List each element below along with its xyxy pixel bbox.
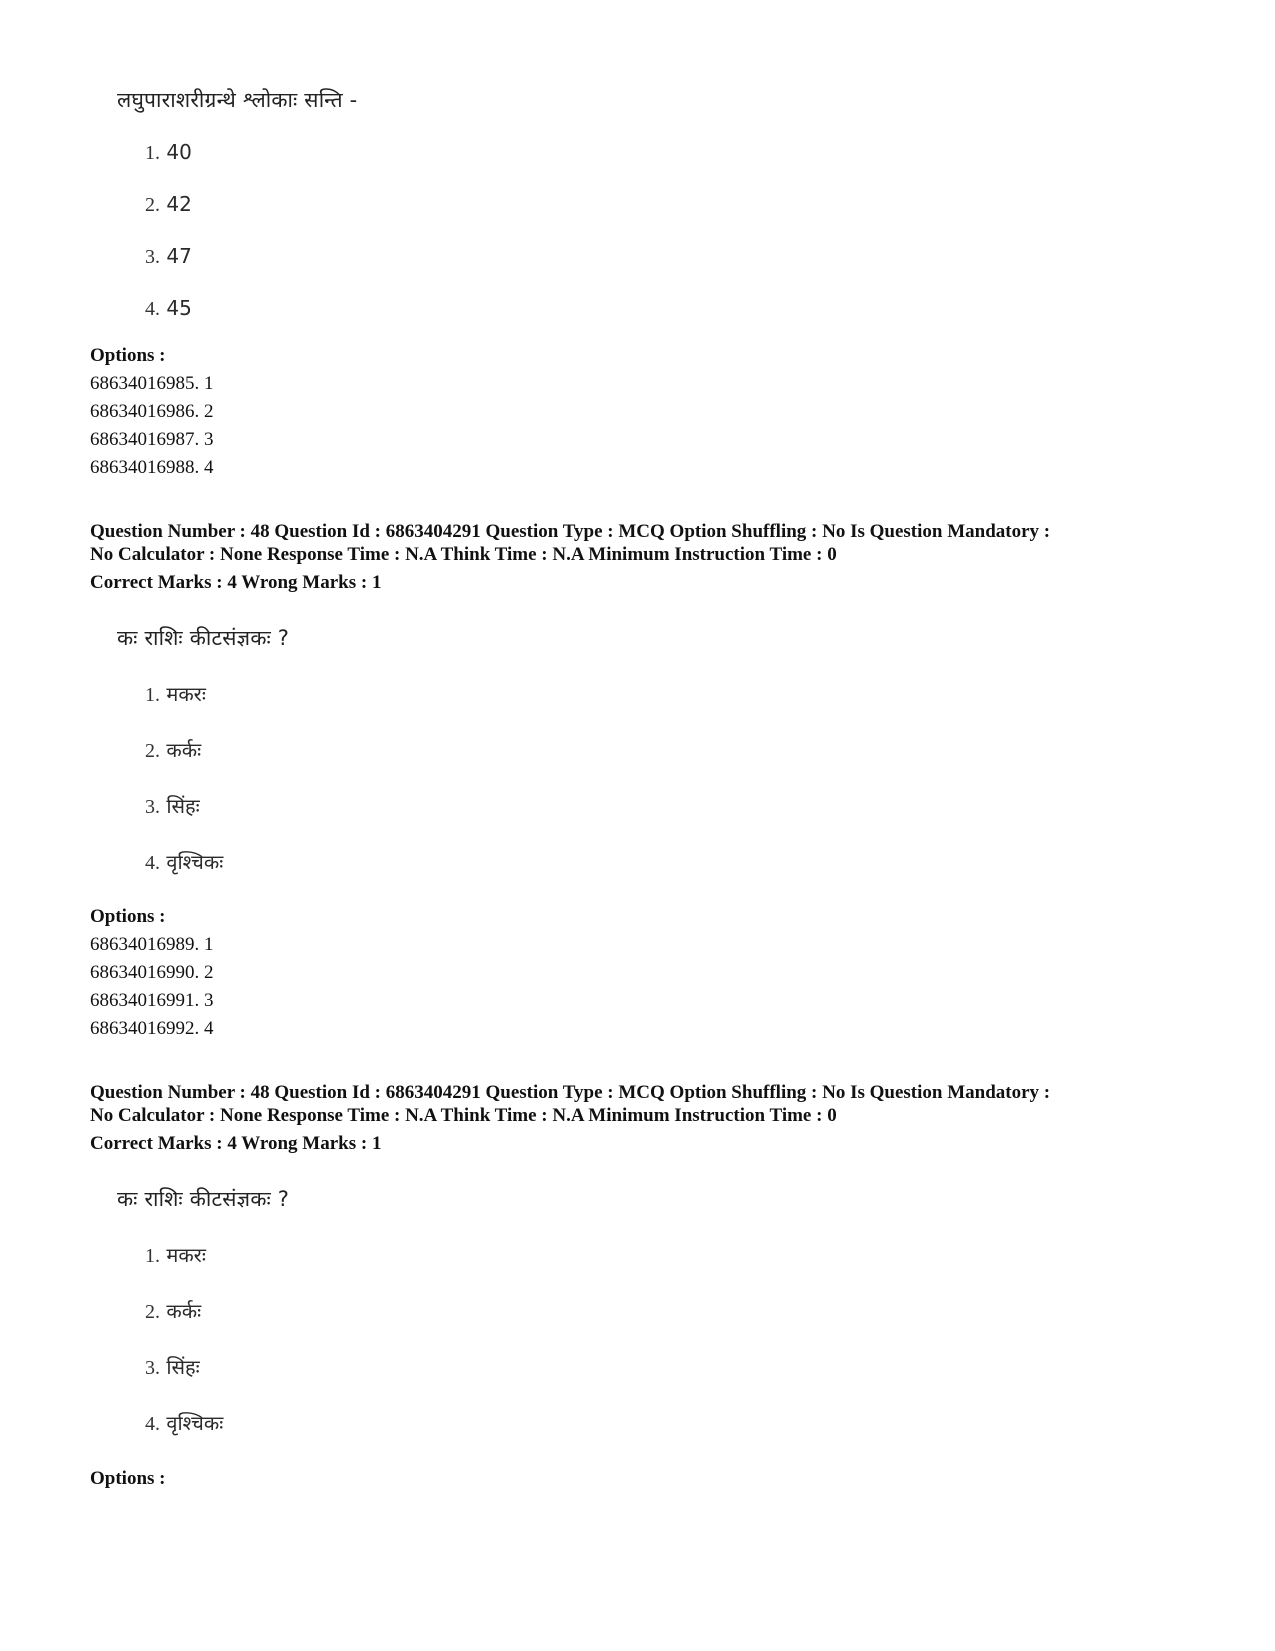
choice-number: 1. xyxy=(145,142,160,164)
choice-number: 3. xyxy=(145,796,160,818)
options-label: Options : xyxy=(90,345,166,366)
choice-2 xyxy=(145,736,201,763)
choice-number: 2. xyxy=(145,1301,160,1323)
options-label: Options : xyxy=(90,1468,166,1489)
choice-4 xyxy=(145,296,192,321)
choice-text: 40 xyxy=(166,140,192,164)
choice-text: कर्कः xyxy=(166,1299,202,1323)
choice-number: 3. xyxy=(145,246,160,268)
option-id-row: 68634016986. 2 xyxy=(90,401,214,422)
choice-text: कर्कः xyxy=(166,738,202,762)
option-id-row: 68634016988. 4 xyxy=(90,457,214,478)
choice-number: 2. xyxy=(145,740,160,762)
choice-text: 42 xyxy=(166,192,192,216)
choice-number: 1. xyxy=(145,1245,160,1267)
choice-number: 4. xyxy=(145,852,160,874)
question-text: लघुपाराशरीग्रन्थे श्लोकाः सन्ति - xyxy=(117,88,358,112)
choice-1 xyxy=(145,140,192,165)
choice-text: 47 xyxy=(166,244,192,268)
choice-text: सिंहः xyxy=(166,794,200,818)
choice-text: वृश्चिकः xyxy=(166,850,224,874)
choice-number: 1. xyxy=(145,684,160,706)
choice-text: वृश्चिकः xyxy=(166,1411,224,1435)
choice-1 xyxy=(145,1241,206,1268)
question-text: कः राशिः कीटसंज्ञकः ? xyxy=(117,626,290,650)
marks-line: Correct Marks : 4 Wrong Marks : 1 xyxy=(90,572,382,593)
choice-2 xyxy=(145,1297,201,1324)
option-id-row: 68634016992. 4 xyxy=(90,1018,214,1039)
choice-3 xyxy=(145,792,200,819)
question-meta-line: No Calculator : None Response Time : N.A Think Time : N.A Minimum Instruction Time : 0 xyxy=(90,1105,837,1126)
option-id-row: 68634016987. 3 xyxy=(90,429,214,450)
marks-line: Correct Marks : 4 Wrong Marks : 1 xyxy=(90,1133,382,1154)
choice-text: सिंहः xyxy=(166,1355,200,1379)
choice-4 xyxy=(145,1409,223,1436)
option-id-row: 68634016985. 1 xyxy=(90,373,214,394)
option-id-row: 68634016990. 2 xyxy=(90,962,214,983)
question-meta-line: No Calculator : None Response Time : N.A Think Time : N.A Minimum Instruction Time : 0 xyxy=(90,544,837,565)
choice-number: 3. xyxy=(145,1357,160,1379)
option-id-row: 68634016989. 1 xyxy=(90,934,214,955)
choice-3 xyxy=(145,244,192,269)
question-meta-line: Question Number : 48 Question Id : 6863404291 Question Type : MCQ Option Shuffling : No Is Question Mandatory : xyxy=(90,1082,1051,1103)
option-id-row: 68634016991. 3 xyxy=(90,990,214,1011)
choice-3 xyxy=(145,1353,200,1380)
question-meta-line: Question Number : 48 Question Id : 6863404291 Question Type : MCQ Option Shuffling : No Is Question Mandatory : xyxy=(90,521,1051,542)
choice-text: मकरः xyxy=(166,682,206,706)
choice-number: 4. xyxy=(145,1413,160,1435)
question-text: कः राशिः कीटसंज्ञकः ? xyxy=(117,1187,290,1211)
choice-number: 4. xyxy=(145,298,160,320)
choice-text: 45 xyxy=(166,296,192,320)
choice-2 xyxy=(145,192,192,217)
choice-text: मकरः xyxy=(166,1243,206,1267)
options-label: Options : xyxy=(90,906,166,927)
choice-4 xyxy=(145,848,223,875)
choice-1 xyxy=(145,680,206,707)
choice-number: 2. xyxy=(145,194,160,216)
